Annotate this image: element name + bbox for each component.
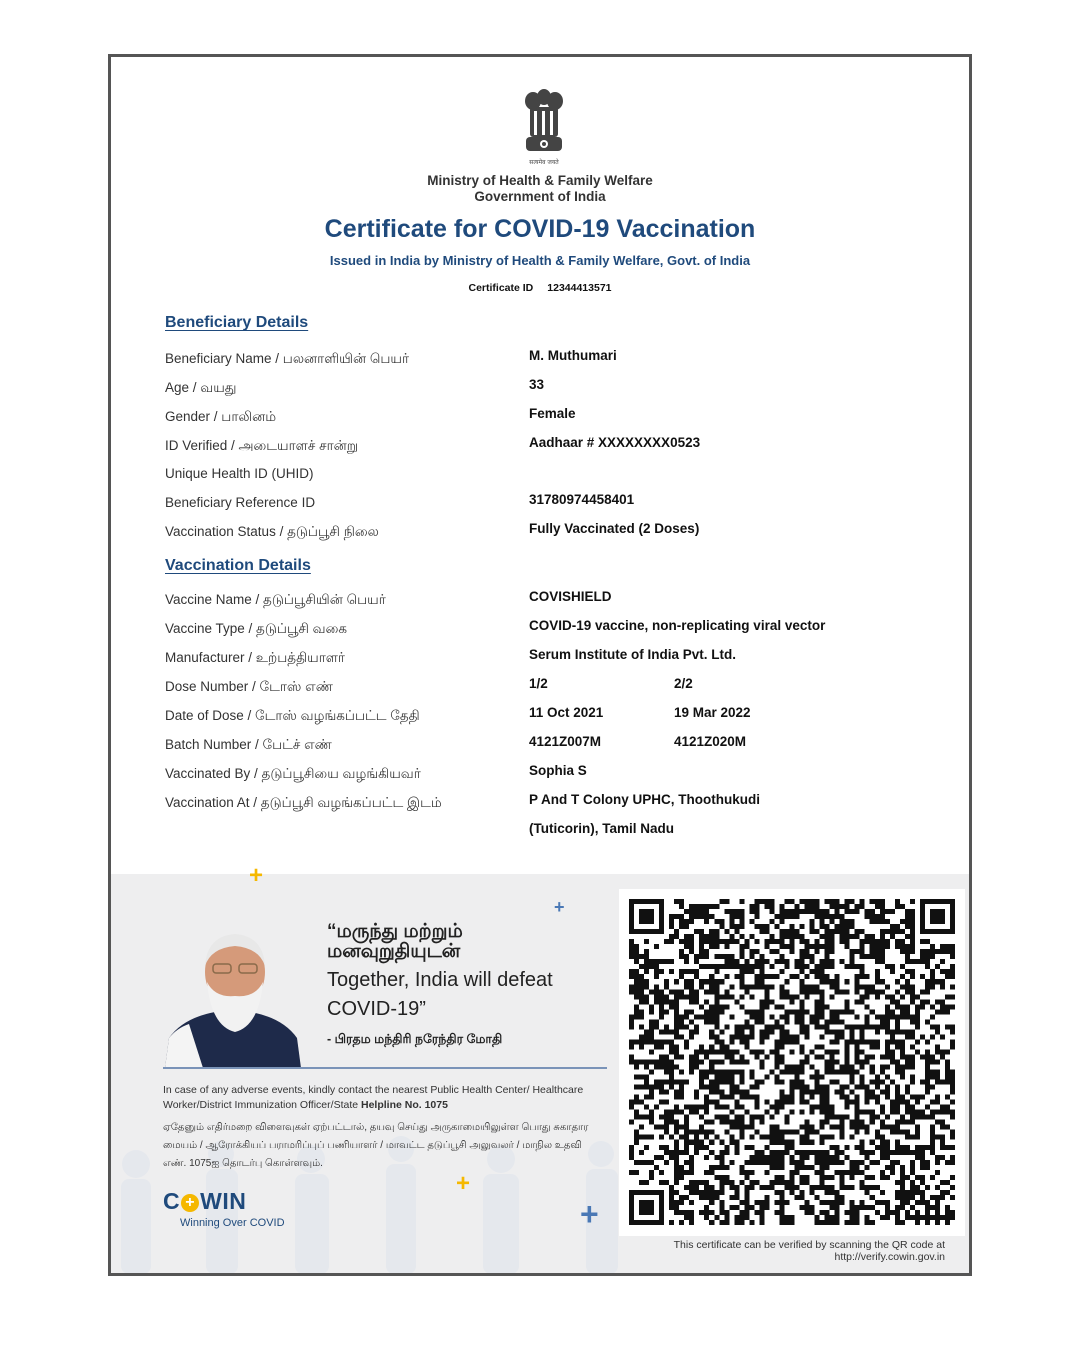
certificate-frame (108, 54, 972, 1276)
dose1-value: 4121Z007M (529, 734, 602, 749)
ministry-name (111, 173, 969, 205)
id-verified-row (165, 435, 925, 460)
cowin-logo-c: C (163, 1188, 181, 1214)
plus-decoration-icon: + (456, 1170, 471, 1197)
plus-decoration-icon: + (249, 862, 264, 889)
row-value: COVISHIELD (529, 589, 612, 604)
vaccination-at-row (165, 792, 925, 817)
row-value: 33 (529, 377, 545, 392)
footer-divider (163, 1067, 607, 1069)
row-value: P And T Colony UPHC, Thoothukudi (529, 792, 760, 807)
prime-minister-photo (163, 926, 303, 1068)
cowin-logo-rest: WIN (200, 1188, 247, 1214)
vaccination-at-row-continued (165, 821, 925, 846)
adverse-events-notice-english (163, 1083, 603, 1113)
vaccination-status-row (165, 521, 925, 546)
certificate-id-label: Certificate ID (468, 282, 534, 294)
row-value: Aadhaar # XXXXXXXX0523 (529, 435, 701, 450)
row-label: Gender / பாலினம் (165, 409, 277, 424)
beneficiary-name-row (165, 348, 925, 373)
row-value: Fully Vaccinated (2 Doses) (529, 521, 700, 536)
footer-panel (111, 862, 969, 1273)
certificate-title: Certificate for COVID-19 Vaccination (324, 215, 756, 243)
dose1-value: 1/2 (529, 676, 548, 691)
row-value: COVID-19 vaccine, non-replicating viral vector (529, 618, 826, 633)
cowin-logo (163, 1188, 246, 1215)
row-value: Sophia S (529, 763, 587, 778)
helpline-number: Helpline No. 1075 (361, 1099, 448, 1111)
verification-text: This certificate can be verified by scanning the QR code at (673, 1239, 945, 1251)
quote-english: Together, India will defeat COVID-19” (327, 969, 553, 1020)
qr-code-icon (629, 899, 955, 1225)
svg-text:सत्यमेव जयते: सत्यमेव जयते (529, 159, 559, 166)
vaccine-type-row (165, 618, 925, 643)
verification-url: http://verify.cowin.gov.in (834, 1251, 945, 1263)
beneficiary-section-title: Beneficiary Details (165, 314, 309, 331)
beneficiary-reference-row (165, 492, 925, 517)
ministry-line: Ministry of Health & Family Welfare (427, 173, 653, 188)
row-label: Dose Number / டோஸ் எண் (165, 679, 333, 694)
row-label: Unique Health ID (UHID) (165, 466, 314, 481)
government-line: Government of India (474, 189, 606, 204)
row-label: Vaccinated By / தடுப்பூசியை வழங்கியவர் (165, 766, 421, 781)
row-value: Serum Institute of India Pvt. Ltd. (529, 647, 737, 662)
certificate-subtitle: Issued in India by Ministry of Health & Family Welfare, Govt. of India (329, 253, 751, 268)
quote-tamil: “மருந்து மற்றும் மனவுறுதியுடன் (327, 921, 463, 962)
row-value: M. Muthumari (529, 348, 617, 363)
row-label: Date of Dose / டோஸ் வழங்கப்பட்ட தேதி (165, 708, 420, 723)
adverse-events-notice-tamil: ஏதேனும் எதிர்மறை விளைவுகள் ஏற்பட்டால், தயவு செய்து அருகாமையிலுள்ள பொது சுகாதார மையம் / ஆரோக்கியப் பராமரிப்புப் பணியாளர் / மாவட்ட தடுப்பூசி அலுவலர் / மாநில உதவி எண். 1075ஐ தொடர்பு கொள்ளவும். (163, 1122, 589, 1169)
row-label: Batch Number / பேட்ச் எண் (165, 737, 332, 752)
manufacturer-row (165, 647, 925, 672)
qr-code-container (619, 889, 965, 1236)
dose-number-row (165, 676, 925, 701)
row-label: Beneficiary Name / பலனாளியின் பெயர் (165, 351, 409, 366)
row-label: Manufacturer / உற்பத்தியாளர் (165, 650, 345, 665)
dose1-value: 11 Oct 2021 (529, 705, 604, 720)
adverse-events-text: In case of any adverse events, kindly contact the nearest Public Health Center/ Healthcare Worker/District Immunization Officer/State (163, 1084, 584, 1111)
national-emblem-icon (516, 85, 572, 169)
verification-note (611, 1239, 945, 1263)
age-row (165, 377, 925, 402)
vaccination-section-title: Vaccination Details (165, 557, 311, 574)
uhid-row (165, 466, 925, 488)
plus-decoration-icon: + (554, 897, 565, 917)
vaccine-name-row (165, 589, 925, 614)
cowin-tagline: Winning Over COVID (180, 1217, 285, 1229)
gender-row (165, 406, 925, 431)
quote-attribution: - பிரதம மந்திரி நரேந்திர மோதி (327, 1032, 503, 1046)
row-label: Vaccine Name / தடுப்பூசியின் பெயர் (165, 592, 386, 607)
row-label: ID Verified / அடையாளச் சான்று (165, 438, 358, 453)
cowin-plus-icon: + (181, 1194, 199, 1212)
vaccinated-by-row (165, 763, 925, 788)
certificate-id (111, 282, 969, 294)
row-value: Female (529, 406, 576, 421)
plus-decoration-icon: + (580, 1196, 599, 1232)
dose2-value: 2/2 (674, 676, 693, 691)
dose2-value: 4121Z020M (674, 734, 747, 749)
row-value: 31780974458401 (529, 492, 635, 507)
dose2-value: 19 Mar 2022 (674, 705, 751, 720)
row-label: Vaccine Type / தடுப்பூசி வகை (165, 621, 348, 636)
row-label: Beneficiary Reference ID (165, 495, 316, 510)
batch-number-row (165, 734, 925, 759)
row-label: Vaccination At / தடுப்பூசி வழங்கப்பட்ட இடம் (165, 795, 442, 810)
row-label: Vaccination Status / தடுப்பூசி நிலை (165, 524, 379, 539)
certificate-id-value: 12344413571 (547, 282, 612, 294)
row-label: Age / வயது (165, 380, 237, 395)
row-value: (Tuticorin), Tamil Nadu (529, 821, 674, 836)
date-of-dose-row (165, 705, 925, 730)
